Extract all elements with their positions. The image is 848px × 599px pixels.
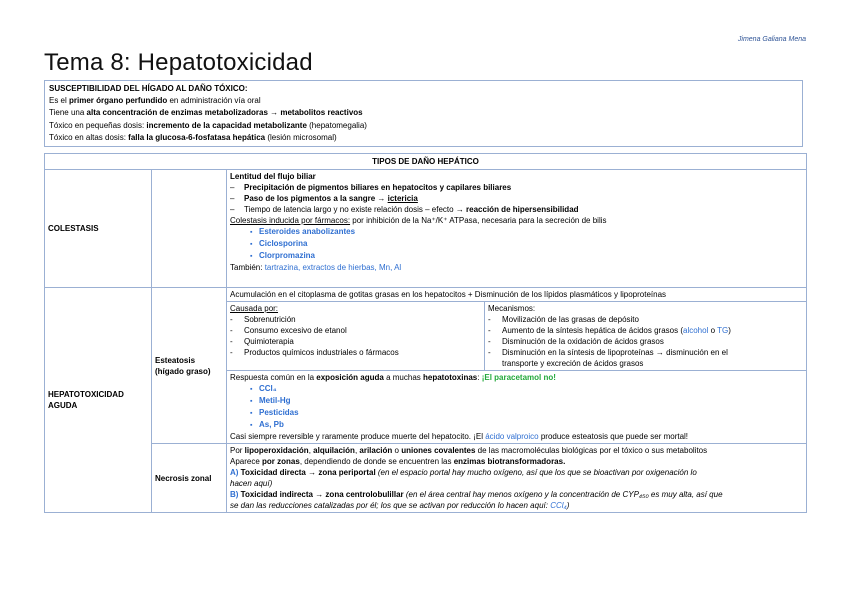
necrosis-indirect-line: B) Toxicidad indirecta → zona centrolobulillar (en el área central hay menos oxígeno y la concentración de CYP₄₅₀ es muy alta, así que	[230, 490, 723, 499]
causes-title: Causada por:	[230, 304, 279, 313]
necrosis-row	[45, 444, 807, 513]
mechanisms-cell	[485, 302, 807, 371]
toxin-item: ▪ As, Pb	[250, 420, 284, 429]
necrosis-line-1: Por lipoperoxidación, alquilación, arilación o uniones covalentes de las macromoléculas biológicas por el tóxico o sus metabolitos	[230, 446, 708, 455]
colestasis-drug-line: Colestasis inducida por fármacos: por inhibición de la Na⁺/K⁺ ATPasa, necesaria para la secreción de bilis	[230, 216, 607, 225]
necrosis-indirect-line-2: se dan las reducciones catalizadas por él; los que se activan por reducción lo hacen aquí: CCl₄)	[230, 501, 570, 510]
mechanism-item: - Disminución en la síntesis de lipoproteínas → disminución en el	[488, 348, 728, 357]
colestasis-label: COLESTASIS	[45, 170, 152, 288]
susceptibility-line-2: Tiene una alta concentración de enzimas metabolizadoras → metabolitos reactivos	[49, 108, 363, 118]
esteatosis-final-line: Casi siempre reversible y raramente produce muerte del hepatocito. ¡El ácido valproico produce esteatosis que puede ser mortal!	[230, 432, 689, 441]
colestasis-bullet-1: – Precipitación de pigmentos biliares en hepatocitos y capilares biliares	[230, 183, 512, 192]
toxin-item: ▪ Metil-Hg	[250, 396, 291, 405]
toxin-item: ▪ Pesticidas	[250, 408, 299, 417]
necrosis-direct-line: A) Toxicidad directa → zona periportal (en el espacio portal hay mucho oxígeno, así que los que se bioactivan por oxigenación lo	[230, 468, 697, 477]
colestasis-empty-cell	[152, 170, 227, 288]
susceptibility-line-4: Tóxico en altas dosis: falla la glucosa-6-fosfatasa hepática (lesión microsomal)	[49, 132, 337, 142]
necrosis-direct-line-2: hacen aquí)	[230, 479, 273, 488]
mechanism-item: - Disminución de la oxidación de ácidos grasos	[488, 337, 664, 346]
susceptibility-box	[44, 80, 803, 147]
drug-item: ▪ Clorpromazina	[250, 251, 316, 260]
author-name: Jimena Galiana Mena	[737, 36, 806, 43]
response-line: Respuesta común en la exposición aguda a muchas hepatotoxinas: ¡El paracetamol no!	[230, 373, 556, 382]
esteatosis-label: Esteatosis (hígado graso)	[152, 288, 227, 444]
susceptibility-heading: SUSCEPTIBILIDAD DEL HÍGADO AL DAÑO TÓXICO:	[49, 84, 248, 93]
damage-types-table	[44, 153, 807, 513]
necrosis-line-2: Aparece por zonas, dependiendo de donde se encuentren las enzimas biotransformadoras.	[230, 457, 566, 466]
toxin-item: ▪ CCl₄	[250, 384, 277, 393]
page-title: Tema 8: Hepatotoxicidad	[44, 49, 313, 76]
drug-item: ▪ Ciclosporina	[250, 239, 308, 248]
colestasis-row	[45, 170, 807, 288]
mechanism-item: - Movilización de las grasas de depósito	[488, 315, 639, 324]
colestasis-line: Lentitud del flujo biliar	[230, 172, 316, 181]
colestasis-also-line: También: tartrazina, extractos de hierbas, Mn, Al	[230, 263, 402, 272]
cause-item: - Productos químicos industriales o fármacos	[230, 348, 399, 357]
drug-item: ▪ Esteroides anabolizantes	[250, 227, 356, 236]
aguda-label: HEPATOTOXICIDAD AGUDA	[45, 288, 152, 513]
table-heading: TIPOS DE DAÑO HEPÁTICO	[45, 154, 807, 170]
susceptibility-line-1: Es el primer órgano perfundido en administración vía oral	[49, 96, 261, 106]
colestasis-content	[227, 170, 807, 288]
mechanism-item-continued: transporte y excreción de ácidos grasos	[502, 359, 644, 368]
necrosis-content	[227, 444, 807, 513]
susceptibility-line-3: Tóxico en pequeñas dosis: incremento de la capacidad metabolizante (hepatomegalia)	[49, 120, 367, 130]
cause-item: - Consumo excesivo de etanol	[230, 326, 347, 335]
mechanisms-title: Mecanismos:	[488, 304, 536, 313]
causes-cell	[227, 302, 485, 371]
cause-item: - Quimioterapia	[230, 337, 294, 346]
esteatosis-response-cell	[227, 371, 807, 444]
mechanism-item: - Aumento de la síntesis hepática de ácidos grasos (alcohol o TG)	[488, 326, 731, 335]
necrosis-label: Necrosis zonal	[152, 444, 227, 513]
esteatosis-row-1	[45, 288, 807, 302]
esteatosis-intro: Acumulación en el citoplasma de gotitas grasas en los hepatocitos + Disminución de los lípidos plasmáticos y lipoproteínas	[227, 288, 807, 302]
colestasis-bullet-2: – Paso de los pigmentos a la sangre → ictericia	[230, 194, 418, 203]
colestasis-bullet-3: – Tiempo de latencia largo y no existe relación dosis – efecto → reacción de hipersensibilidad	[230, 205, 579, 214]
cause-item: - Sobrenutrición	[230, 315, 296, 324]
